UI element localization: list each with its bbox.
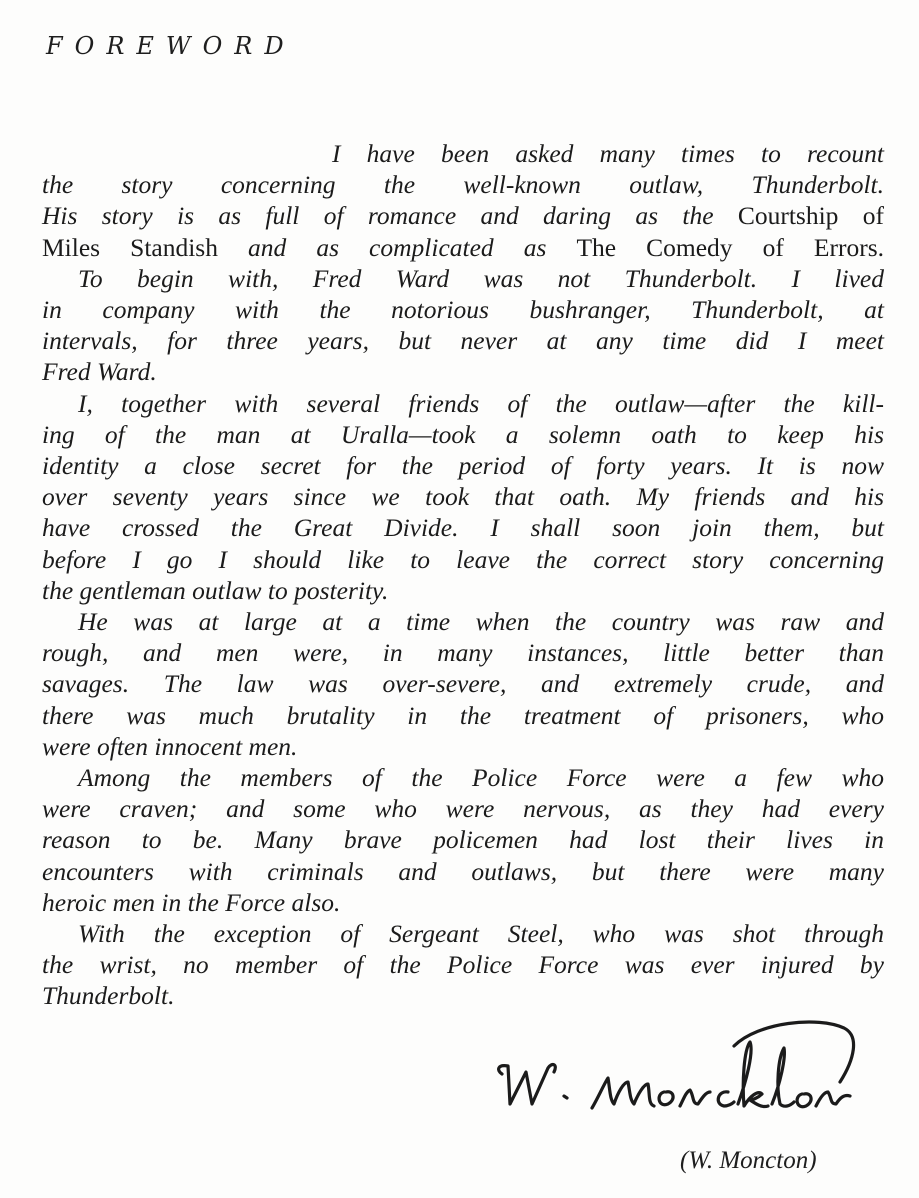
text-line: savages. The law was over-severe, and extremely crude, and [42,669,884,699]
text-line: encounters with criminals and outlaws, but there were many [42,856,884,886]
text-line: intervals, for three years, but never at any time did I meet [42,326,884,356]
text-line: the wrist, no member of the Police Force was ever injured by [42,950,884,980]
title-reference: Courtship of [737,201,884,231]
text-line: heroic men in the Force also. [42,887,341,917]
text-line: the gentleman outlaw to posterity. [42,575,389,605]
text-line: Miles Standish and as complicated as The Comedy of Errors. [42,232,884,262]
text-line: there was much brutality in the treatment of prisoners, who [42,700,884,730]
text-line: rough, and men were, in many instances, little better than [42,638,884,668]
text-line: were craven; and some who were nervous, as they had every [42,794,884,824]
text-line: His story is as full of romance and daring as the Courtship of [42,201,884,231]
text-line: Thunderbolt. [42,981,175,1011]
text-line: reason to be. Many brave policemen had lost their lives in [42,825,884,855]
text-line: I have been asked many times to recount [332,139,884,168]
text-line: the story concerning the well-known outlaw, Thunderbolt. [42,170,884,200]
text-line: Fred Ward. [42,357,157,387]
title-reference: Miles Standish [42,232,218,262]
signature-printed-name: (W. Moncton) [680,1147,817,1174]
signature-drawing [488,1012,868,1132]
text-line: in company with the notorious bushranger, Thunderbolt, at [42,295,884,325]
text-line: over seventy years since we took that oath. My friends and his [42,482,884,512]
text-line: I, together with several friends of the outlaw—after the kill- [78,388,884,418]
text-line: ing of the man at Uralla—took a solemn oath to keep his [42,419,884,449]
text-line: With the exception of Sergeant Steel, who was shot through [78,919,884,949]
text-line: He was at large at a time when the country was raw and [78,607,884,637]
text-line: before I go I should like to leave the correct story concerning [42,544,884,574]
title-reference: The Comedy of Errors. [576,232,884,262]
text-line: identity a close secret for the period of forty years. It is now [42,451,884,481]
text-line: Among the members of the Police Force were a few who [78,763,884,793]
text-line: have crossed the Great Divide. I shall soon join them, but [42,513,884,543]
handwritten-signature [488,1012,868,1132]
text-line: were often innocent men. [42,731,298,761]
text-line: To begin with, Fred Ward was not Thunderbolt. I lived [78,263,884,293]
page-heading: FOREWORD [46,32,296,60]
foreword-body [42,138,884,1012]
